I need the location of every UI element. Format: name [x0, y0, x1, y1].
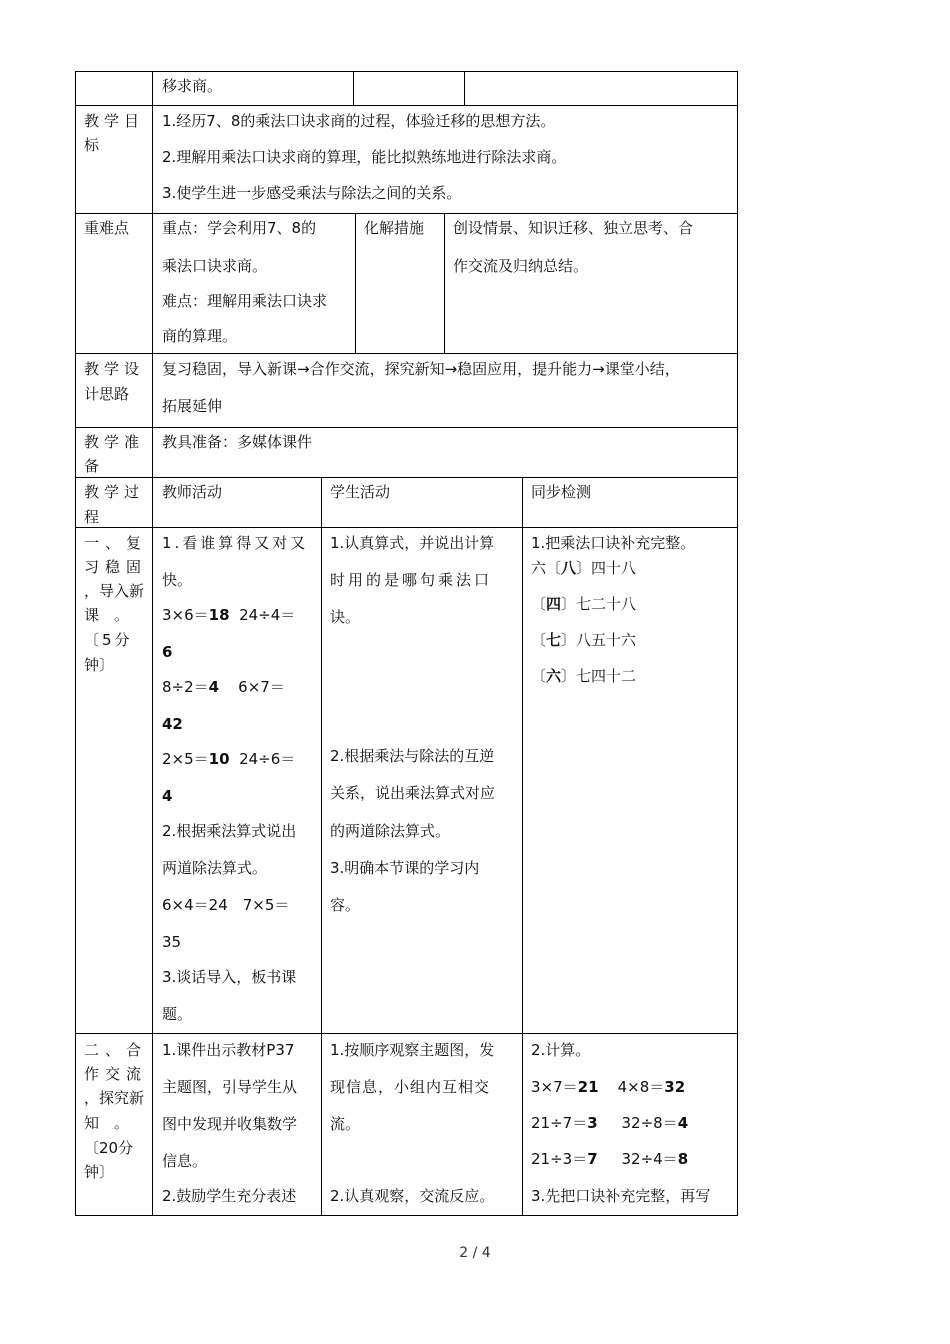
rule [444, 213, 445, 353]
rule [75, 1215, 738, 1216]
page-number: 2 / 4 [459, 1245, 491, 1261]
rule [75, 1033, 738, 1034]
teacher-line: 3×6＝18 24÷4＝ [162, 606, 296, 624]
teacher-line: 题。 [162, 1005, 193, 1023]
student-line: 关系，说出乘法算式对应 [330, 784, 496, 802]
check-line: 1.把乘法口诀补充完整。 [531, 534, 696, 552]
section1-label: 一、复 [84, 534, 148, 552]
student-line: 流。 [330, 1115, 361, 1133]
measures-line: 作交流及归纳总结。 [453, 257, 589, 275]
student-line: 的两道除法算式。 [330, 822, 451, 840]
design-line: 复习稳固，导入新课→合作交流，探究新知→稳固应用，提升能力→课堂小结， [162, 360, 680, 378]
student-line: 1.按顺序观察主题图，发 [330, 1041, 495, 1059]
section2-label: ，探究新 [84, 1089, 145, 1107]
key-point-line: 乘法口诀求商。 [162, 257, 268, 275]
carryover-text: 移求商。 [162, 77, 223, 95]
rule [522, 477, 523, 1216]
measures-label: 化解措施 [364, 219, 425, 237]
difficult-point-line: 难点：理解用乘法口诀求 [162, 292, 328, 310]
process-label-2: 程 [84, 508, 100, 526]
rule [75, 71, 738, 72]
design-label-2: 计思路 [84, 385, 130, 403]
teacher-line: 快。 [162, 571, 193, 589]
teacher-line: 2.根据乘法算式说出 [162, 822, 297, 840]
check-line: 〔四〕七二十八 [531, 595, 637, 613]
rule [737, 71, 738, 1216]
rule [75, 477, 738, 478]
check-line: 2.计算。 [531, 1041, 591, 1059]
student-line: 诀。 [330, 608, 361, 626]
rule [321, 477, 322, 1216]
process-label-1: 教学过 [84, 483, 145, 501]
difficult-point-line: 商的算理。 [162, 327, 238, 345]
design-line: 拓展延伸 [162, 397, 223, 415]
teacher-line: 信息。 [162, 1152, 208, 1170]
rule [75, 527, 738, 528]
rule [75, 353, 738, 354]
rule [353, 71, 354, 105]
rule [75, 213, 738, 214]
teacher-line: 42 [162, 715, 183, 733]
teacher-line: 2.鼓励学生充分表述 [162, 1187, 297, 1205]
student-header: 学生活动 [330, 483, 391, 501]
design-label-1: 教学设 [84, 360, 145, 378]
section2-label: 知 。 [84, 1114, 130, 1132]
objective-item: 1.经历7、8的乘法口诀求商的过程，体验迁移的思想方法。 [162, 112, 556, 130]
check-line: 3.先把口诀补充完整，再写 [531, 1187, 711, 1205]
check-line: 〔六〕七四十二 [531, 667, 637, 685]
rule [75, 427, 738, 428]
student-line: 现信息，小组内互相交 [330, 1078, 491, 1096]
keypoints-label: 重难点 [84, 219, 130, 237]
teacher-line: 1.看谁算得又对又 [162, 534, 309, 552]
teacher-line: 主题图，引导学生从 [162, 1078, 298, 1096]
check-line: 〔七〕八五十六 [531, 631, 637, 649]
section2-label: 二、合 [84, 1041, 148, 1059]
objective-item: 2.理解用乘法口诀求商的算理，能比拟熟练地进行除法求商。 [162, 148, 567, 166]
section1-label: 习稳固 [84, 558, 148, 576]
objective-item: 3.使学生进一步感受乘法与除法之间的关系。 [162, 184, 462, 202]
teacher-line: 图中发现并收集数学 [162, 1115, 298, 1133]
teacher-line: 2×5＝10 24÷6＝ [162, 750, 296, 768]
student-line: 2.认真观察，交流反应。 [330, 1187, 495, 1205]
teacher-header: 教师活动 [162, 483, 223, 501]
section1-label: 〔5分 [84, 631, 133, 649]
teacher-line: 两道除法算式。 [162, 859, 268, 877]
prep-label-2: 备 [84, 457, 100, 475]
teacher-line: 6 [162, 643, 173, 661]
teacher-line: 35 [162, 933, 182, 951]
rule [75, 105, 738, 106]
student-line: 容。 [330, 896, 361, 914]
section1-label: 钟〕 [84, 656, 115, 674]
section1-label: 课 。 [84, 606, 130, 624]
objectives-label-1: 教学目 [84, 112, 145, 130]
prep-label-1: 教学准 [84, 433, 145, 451]
check-header: 同步检测 [531, 483, 592, 501]
rule [355, 213, 356, 353]
rule [152, 71, 153, 1216]
measures-line: 创设情景、知识迁移、独立思考、合 [453, 219, 694, 237]
teacher-line: 3.谈话导入，板书课 [162, 968, 297, 986]
key-point-line: 重点：学会利用7、8的 [162, 219, 317, 237]
student-line: 1.认真算式，并说出计算 [330, 534, 495, 552]
student-line: 3.明确本节课的学习内 [330, 859, 480, 877]
check-line: 六〔八〕四十八 [531, 559, 637, 577]
teacher-line: 4 [162, 787, 173, 805]
section2-label: 钟〕 [84, 1163, 115, 1181]
section2-label: 作交流 [84, 1065, 148, 1083]
prep-text: 教具准备：多媒体课件 [162, 433, 313, 451]
student-line: 时用的是哪句乘法口 [330, 571, 493, 589]
rule [464, 71, 465, 105]
section1-label: ，导入新 [84, 582, 145, 600]
rule [75, 71, 76, 1216]
teacher-line: 8÷2＝4 6×7＝ [162, 678, 285, 696]
section2-label: 〔20分 [84, 1139, 134, 1157]
check-line: 21÷3＝7 32÷4＝8 [531, 1150, 689, 1168]
check-line: 21÷7＝3 32÷8＝4 [531, 1114, 689, 1132]
objectives-label-2: 标 [84, 136, 100, 154]
teacher-line: 6×4＝24 7×5＝ [162, 896, 290, 914]
student-line: 2.根据乘法与除法的互逆 [330, 747, 495, 765]
teacher-line: 1.课件出示教材P37 [162, 1041, 295, 1059]
check-line: 3×7＝21 4×8＝32 [531, 1078, 686, 1096]
